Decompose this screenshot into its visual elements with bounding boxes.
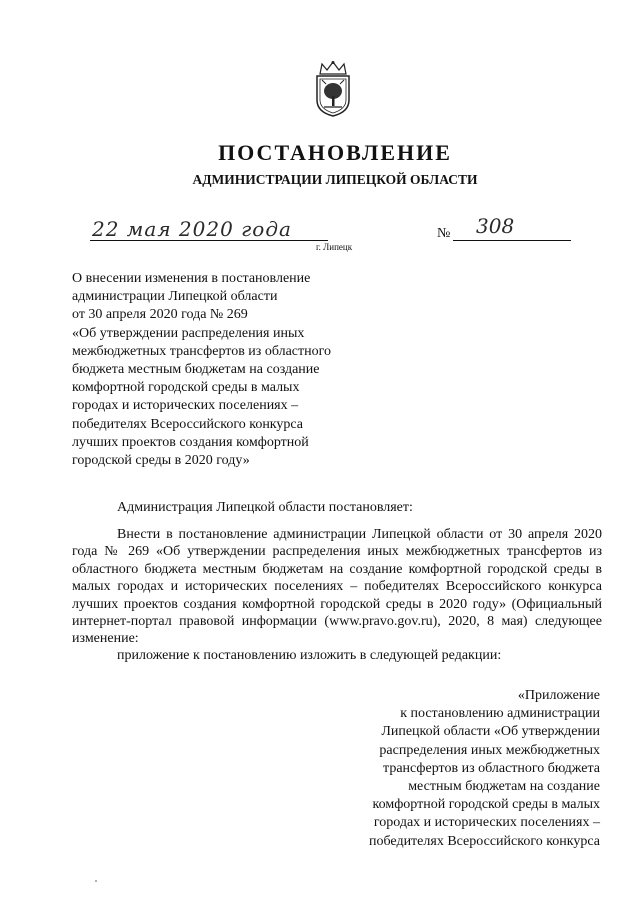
subject-line: администрации Липецкой области (72, 289, 278, 305)
appendix-header (320, 687, 600, 851)
appendix-line: местным бюджетам на создание (408, 779, 600, 795)
body-paragraph-2: приложение к постановлению изложить в следующей редакции: (117, 648, 502, 663)
subject-line: городской среды в 2020 году» (72, 453, 250, 469)
document-title: ПОСТАНОВЛЕНИЕ (218, 140, 452, 165)
subject-line: О внесении изменения в постановление (72, 271, 311, 286)
number-underline (453, 240, 571, 241)
appendix-line: городах и исторических поселениях – (373, 815, 600, 831)
body-paragraph: Внести в постановление администрации Липецкой области от 30 апреля 2020 года № 269 «Об утверждении распределения иных межбюджетных трансфертов из областного бюджета местным бюджетам на создание комфортной городской среды в малых городах и исторических поселениях – победителях Всероссийского конкурса лучших проектов создания комфортной городской среды в 2020 году» (Официальный интернет-портал правовой информации (www.pravo.gov.ru), 2020, 8 мая) следующее изменение: (72, 527, 602, 647)
subject-line: «Об утверждении распределения иных (72, 325, 305, 341)
city-label: г. Липецк (316, 242, 353, 252)
subject-line: от 30 апреля 2020 года № 269 (72, 307, 248, 323)
subject-line: межбюджетных трансфертов из областного (72, 343, 332, 359)
scan-speck (95, 880, 97, 882)
subject-line: городах и исторических поселениях – (72, 398, 299, 414)
appendix-line: «Приложение (517, 688, 600, 703)
handwritten-date: 22 мая 2020 года (92, 217, 292, 241)
subject-line: победителях Всероссийского конкурса (72, 416, 304, 432)
handwritten-number: 308 (476, 214, 515, 238)
appendix-line: комфортной городской среды в малых (372, 797, 600, 813)
subject-block (72, 270, 372, 470)
subject-line: бюджета местным бюджетам на создание (72, 362, 320, 378)
decree-statement: Администрация Липецкой области постановляет: (117, 500, 413, 515)
date-underline (90, 240, 328, 241)
subject-line: комфортной городской среды в малых (72, 380, 300, 396)
document-issuer: АДМИНИСТРАЦИИ ЛИПЕЦКОЙ ОБЛАСТИ (192, 172, 478, 187)
number-sign: № (437, 226, 451, 241)
coat-of-arms-emblem (312, 60, 354, 118)
appendix-line: распределения иных межбюджетных (379, 742, 600, 758)
appendix-line: Липецкой области «Об утверждении (381, 724, 600, 740)
subject-line: лучших проектов создания комфортной (72, 434, 309, 450)
appendix-line: победителях Всероссийского конкурса (368, 833, 600, 849)
appendix-line: к постановлению администрации (400, 706, 600, 722)
appendix-line: трансфертов из областного бюджета (383, 760, 600, 776)
